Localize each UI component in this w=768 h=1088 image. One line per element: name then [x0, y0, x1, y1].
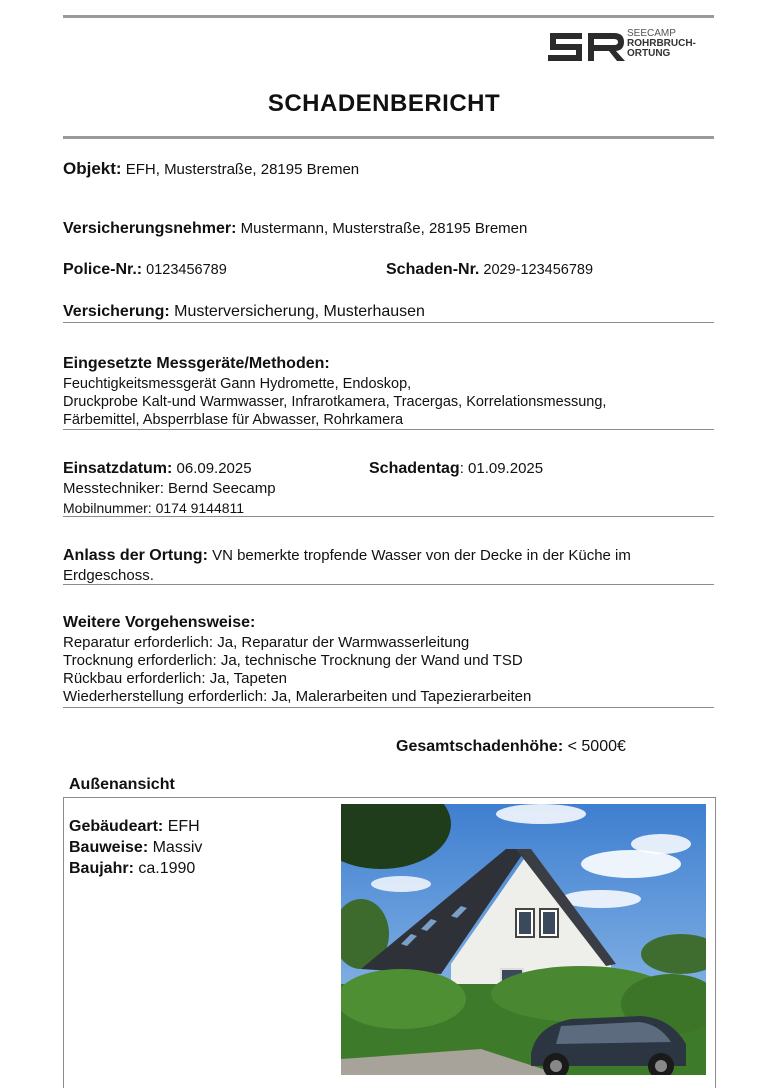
versicherung-row: [63, 303, 425, 321]
versicherungsnehmer-value: Mustermann, Musterstraße, 28195 Bremen: [236, 220, 528, 237]
vorgehensweise-label: Weitere Vorgehensweise:: [63, 614, 256, 631]
divider: [63, 429, 714, 430]
baujahr-value: ca.1990: [133, 860, 196, 877]
mobilnummer: Mobilnummer: 0174 9144811: [63, 500, 245, 516]
messtechniker: Messtechniker: Bernd Seecamp: [63, 480, 276, 497]
vorgehensweise-line: Reparatur erforderlich: Ja, Reparatur der Warmwasserleitung: [63, 634, 470, 651]
page-title: SCHADENBERICHT: [267, 90, 501, 117]
gesamtschaden-value: < 5000€: [563, 738, 626, 755]
versicherungsnehmer-label: Versicherungsnehmer:: [63, 220, 237, 237]
einsatzdatum-row: [63, 460, 252, 478]
police-row: [63, 261, 227, 279]
vorgehensweise-heading: [63, 614, 255, 632]
title-rule: [63, 136, 714, 139]
vorgehensweise-line: Rückbau erforderlich: Ja, Tapeten: [63, 670, 288, 687]
vorgehensweise-line: Trocknung erforderlich: Ja, technische Trocknung der Wand und TSD: [63, 652, 523, 669]
baujahr-label: Baujahr:: [69, 860, 134, 877]
schadentag-value: : 01.09.2025: [459, 460, 544, 477]
messgeraete-heading: [63, 355, 330, 373]
objekt-value: EFH, Musterstraße, 28195 Bremen: [121, 161, 360, 178]
company-logo: [546, 27, 716, 67]
schaden-value: 2029-123456789: [479, 262, 594, 278]
messgeraete-label: Eingesetzte Messgeräte/Methoden:: [63, 355, 330, 372]
objekt-row: [63, 160, 359, 179]
top-rule: [63, 15, 714, 18]
anlass-text-cont: Erdgeschoss.: [63, 567, 154, 584]
objekt-label: Objekt:: [63, 159, 122, 178]
gebaeudeart-value: EFH: [163, 818, 200, 835]
logo-line-3: ORTUNG: [627, 48, 671, 59]
messgeraete-line: Färbemittel, Absperrblase für Abwasser, Rohrkamera: [63, 412, 404, 428]
einsatzdatum-value: 06.09.2025: [172, 460, 252, 477]
bauweise-label: Bauweise:: [69, 839, 149, 856]
schaden-label: Schaden-Nr.: [386, 261, 480, 278]
logo-line-2: ROHRBRUCH-: [627, 38, 696, 49]
police-value: 0123456789: [142, 262, 227, 278]
versicherung-label: Versicherung:: [63, 303, 170, 320]
logo-wordmark: [627, 29, 696, 59]
schadentag-row: [369, 460, 543, 478]
divider: [63, 584, 714, 585]
divider: [63, 322, 714, 323]
versicherung-value: Musterversicherung, Musterhausen: [169, 303, 425, 320]
logo-line-1: SEECAMP: [627, 28, 676, 39]
einsatzdatum-label: Einsatzdatum:: [63, 460, 173, 477]
messgeraete-line: Feuchtigkeitsmessgerät Gann Hydromette, Endoskop,: [63, 376, 412, 392]
sr-logo-mark: [546, 27, 626, 67]
schadentag-label: Schadentag: [369, 460, 460, 477]
anlass-text: VN bemerkte tropfende Wasser von der Decke in der Küche im: [207, 547, 631, 564]
schaden-row: [386, 261, 593, 279]
messgeraete-line: Druckprobe Kalt-und Warmwasser, Infrarotkamera, Tracergas, Korrelationsmessung,: [63, 394, 607, 410]
house-photo: [341, 804, 706, 1075]
gesamtschaden-label: Gesamtschadenhöhe:: [396, 738, 564, 755]
anlass-row: [63, 547, 631, 565]
gebaeudeart-row: [69, 818, 200, 836]
house-illustration: [341, 804, 706, 1075]
versicherungsnehmer-row: [63, 220, 527, 238]
divider: [63, 516, 714, 517]
bauweise-row: [69, 839, 202, 857]
police-label: Police-Nr.:: [63, 261, 143, 278]
vorgehensweise-line: Wiederherstellung erforderlich: Ja, Malerarbeiten und Tapezierarbeiten: [63, 688, 532, 705]
bauweise-value: Massiv: [148, 839, 203, 856]
divider: [63, 707, 714, 708]
gebaeudeart-label: Gebäudeart:: [69, 818, 164, 835]
anlass-label: Anlass der Ortung:: [63, 547, 208, 564]
aussenansicht-heading: Außenansicht: [69, 776, 175, 793]
gesamtschaden-row: [396, 738, 626, 756]
baujahr-row: [69, 860, 195, 878]
